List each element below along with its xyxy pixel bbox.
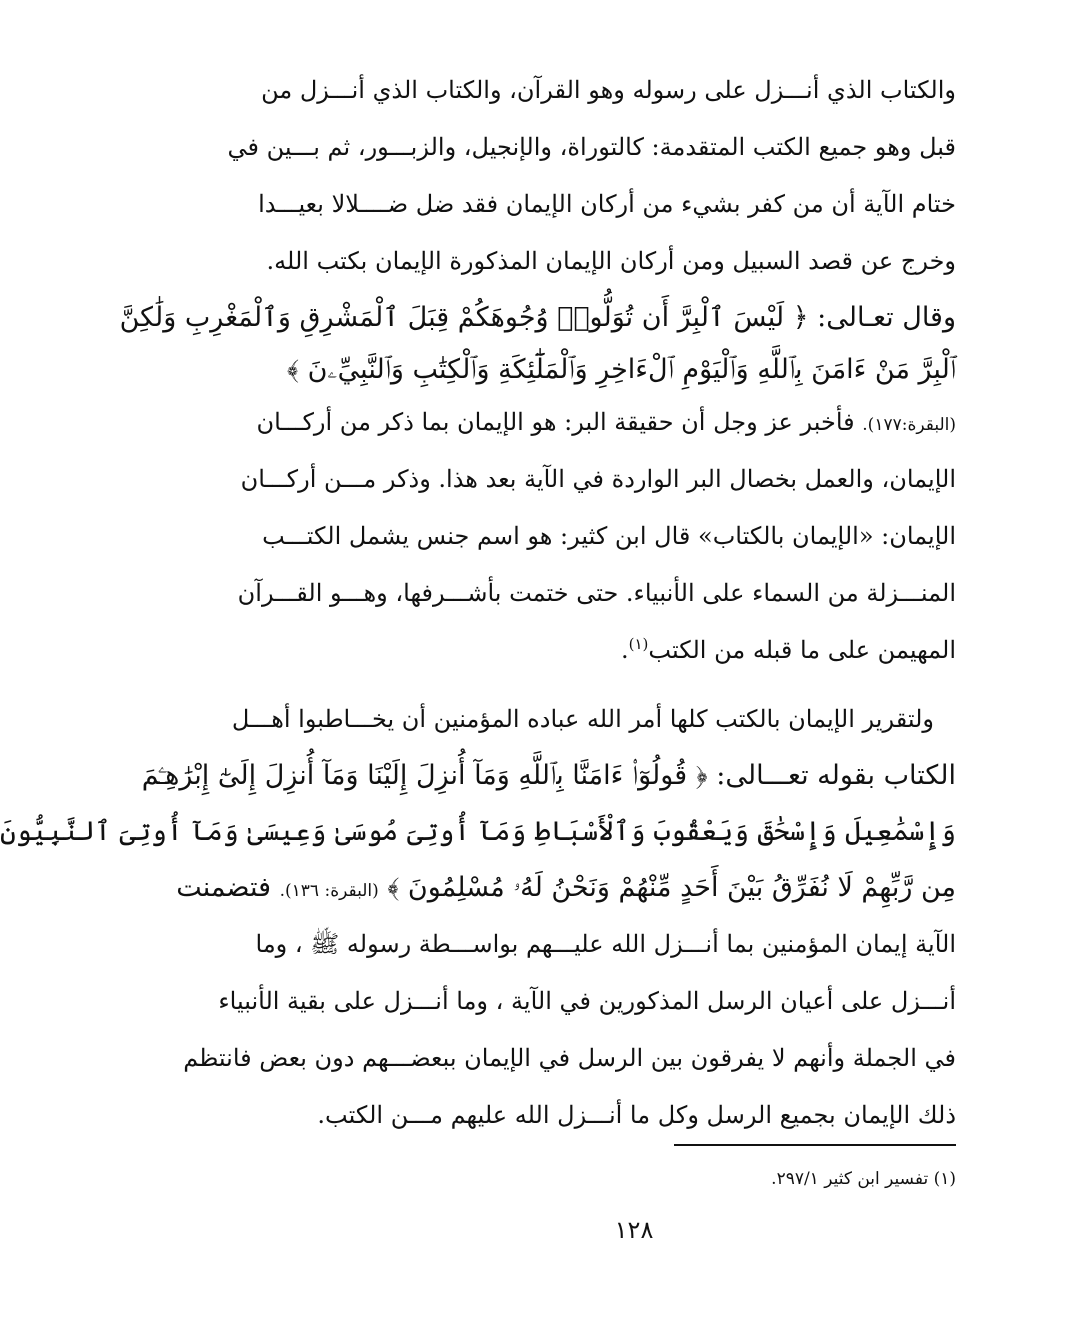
page-body: [0, 62, 956, 1144]
quran-verse-line-2: ٱلْبِرَّ مَنْ ءَامَنَ بِٱللَّهِ وَٱلْيَوْمِ ٱلْءَاخِرِ وَٱلْمَلَٰٓئِكَةِ وَٱلْكِتَٰبِ وَٱلنَّبِيِّۦنَ ﴾: [287, 354, 956, 385]
text-line-11-dot: .: [620, 636, 629, 664]
text-line-18: في الجملة وأنهم لا يفرقون بين الرسل في الإيمان ببعضـــهم دون بعض فانتظم: [183, 1044, 956, 1072]
quran-verse-line-1: وقال تعـالى: ﴿ لَيْسَ ٱلْبِرَّ أَن تُوَلُّوا۟ وُجُوهَكُمْ قِبَلَ ٱلْمَشْرِقِ وَٱلْمَغْرِبِ وَلَٰكِنَّ: [119, 302, 956, 333]
quran-verse-line-5-main: مِن رَّبِّهِمْ لَا نُفَرِّقُ بَيْنَ أَحَدٍ مِّنْهُمْ وَنَحْنُ لَهُۥ مُسْلِمُونَ ﴾: [387, 872, 956, 903]
text-line-7: [256, 394, 956, 451]
text-line-2: قبل وهو جميع الكتب المتقدمة: كالتوراة، والإنجيل، والزبـــور، ثم بـــين في: [227, 133, 956, 161]
text-line-12: ولتقرير الإيمان بالكتب كلها أمر الله عباده المؤمنين أن يخـــاطبوا أهـــل: [231, 705, 934, 733]
text-line-8: الإيمان، والعمل بخصال البر الواردة في الآية بعد هذا. وذكر مـــن أركـــان: [240, 465, 956, 493]
text-line-3: ختام الآية أن من كفر بشيء من أركان الإيمان فقد ضل ضــــلالا بعيـــدا: [258, 190, 956, 218]
text-line-7-end: أركـــان: [256, 408, 333, 436]
text-line-7-main: فأخبر عز وجل أن حقيقة البر: هو الإيمان بما ذكر من: [339, 408, 855, 436]
text-line-4: وخرج عن قصد السبيل ومن أركان الإيمان المذكورة الإيمان بكتب الله.: [266, 247, 956, 275]
text-line-17: أنـــزل على أعيان الرسل المذكورين في الآية ، وما أنـــزل على بقية الأنبياء: [218, 987, 956, 1015]
text-line-16: الآية إيمان المؤمنين بما أنـــزل الله عليـــهم بواســـطة رسوله ﷺ ، وما: [255, 930, 956, 958]
text-line-15-end: فتضمنت: [176, 872, 272, 903]
page-number: ١٢٨: [614, 1216, 654, 1244]
text-line-10: المنـــزلة من السماء على الأنبياء. حتى ختمت بأشـــرفها، وهـــو القـــرآن: [237, 579, 956, 607]
text-line-1: والكتاب الذي أنـــزل على رسوله وهو القرآن، والكتاب الذي أنـــزل من: [261, 76, 956, 104]
text-line-9: الإيمان: «الإيمان بالكتاب» قال ابن كثير: هو اسم جنس يشمل الكتـــب: [262, 522, 956, 550]
quran-verse-line-5: [176, 860, 956, 916]
footnote-separator: [674, 1144, 956, 1146]
text-line-19: ذلك الإيمان بجميع الرسل وكل ما أنـــزل الله عليهم مـــن الكتب.: [317, 1101, 956, 1129]
quran-verse-line-3: الكتاب بقوله تعـــالى: ﴿ قُولُوٓا۟ ءَامَنَّا بِٱللَّهِ وَمَآ أُنزِلَ إِلَيْنَا وَمَآ أُنزِلَ إِلَىٰٓ إِبْرَٰهِـۧمَ: [141, 760, 956, 791]
footnote-marker: (١): [628, 635, 649, 653]
quran-verse-line-4: وَإِسْمَٰعِيلَ وَإِسْحَٰقَ وَيَعْقُوبَ وَٱلْأَسْبَاطِ وَمَآ أُوتِىَ مُوسَىٰ وَعِيسَىٰ وَمَآ أُوتِىَ ٱلنَّبِيُّونَ: [0, 816, 956, 847]
verse-reference: (البقرة:١٧٧).: [862, 415, 956, 435]
text-line-11: [311, 622, 956, 679]
footnote: (١) تفسير ابن كثير ٢٩٧/١.: [771, 1169, 956, 1189]
text-line-11-main: المهيمن على ما قبله من الكتب: [648, 636, 956, 664]
verse-reference-2: (البقرة: ١٣٦).: [279, 881, 379, 901]
